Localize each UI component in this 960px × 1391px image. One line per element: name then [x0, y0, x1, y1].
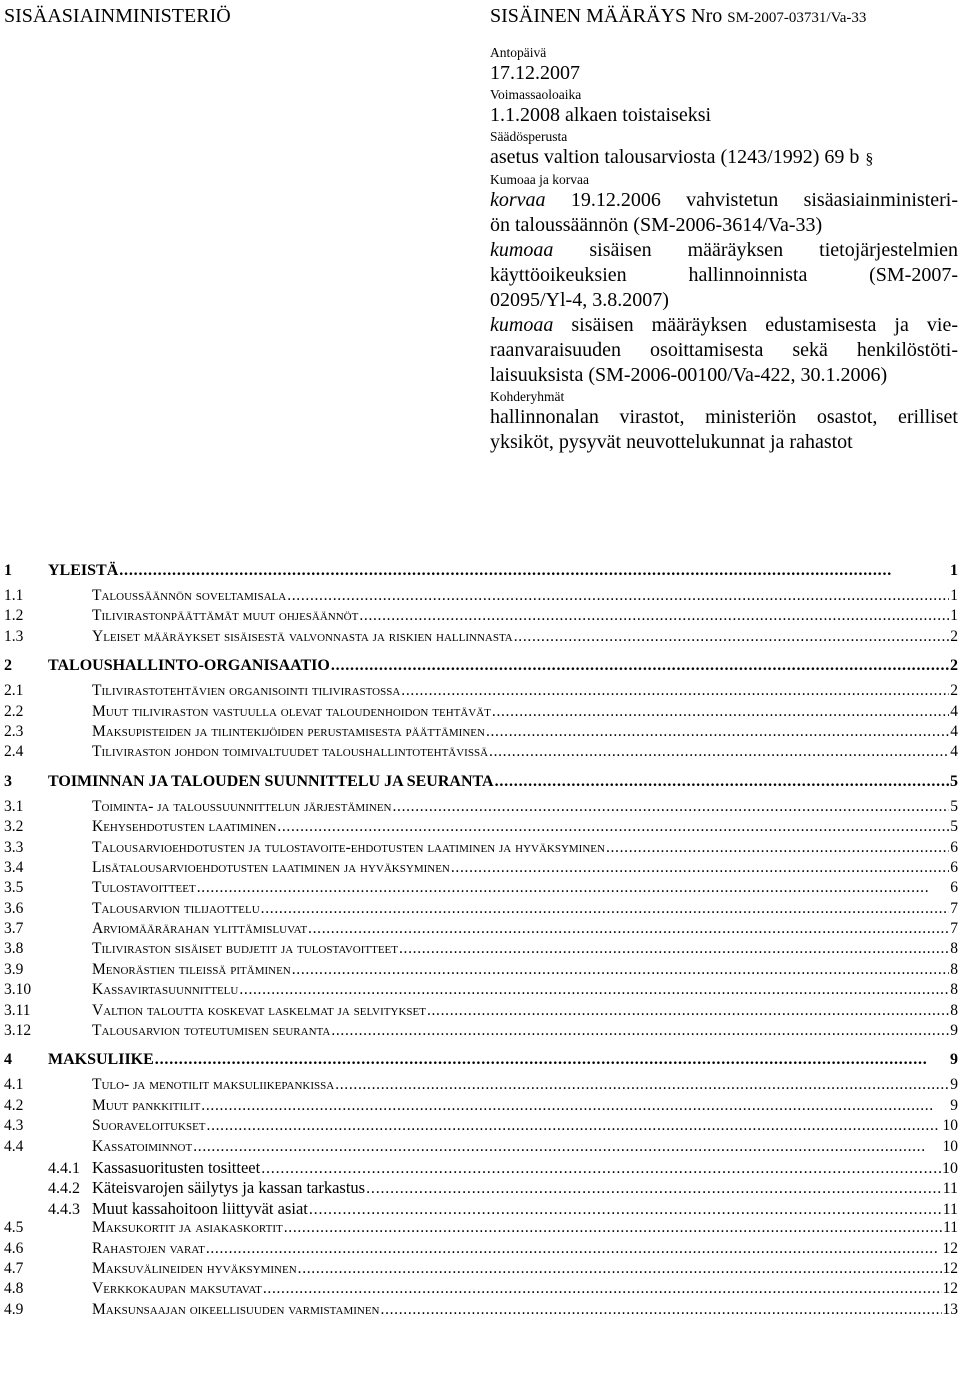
toc-page: 8 — [950, 1001, 958, 1019]
toc-title: Valtion taloutta koskevat laskelmat ja selvitykset — [92, 1001, 426, 1019]
toc-entry[interactable] — [4, 1301, 958, 1321]
toc-title: Muut tiliviraston vastuulla olevat taloudenhoidon tehtävät — [92, 702, 491, 720]
toc-page: 13 — [942, 1300, 958, 1318]
repeals-line — [490, 363, 958, 388]
repeals-line — [490, 213, 958, 238]
toc-title: Kassavirtasuunnittelu — [92, 981, 239, 999]
toc-number: 2 — [4, 657, 12, 675]
toc-title: Kehysehdotusten laatiminen — [92, 818, 277, 836]
toc-entry[interactable] — [4, 1022, 958, 1042]
toc-leader — [263, 1280, 942, 1298]
repeals-label: Kumoaa ja korvaa — [490, 172, 589, 187]
toc-page: 10 — [942, 1137, 958, 1155]
validity-value: 1.1.2008 alkaen toistaiseksi — [490, 104, 712, 126]
toc-entry[interactable] — [4, 657, 958, 677]
toc-leader — [309, 1201, 942, 1219]
toc-leader — [606, 839, 949, 857]
repeals-line — [490, 263, 958, 288]
toc-entry[interactable] — [4, 1178, 958, 1198]
toc-title: Menorästien tileissä pitäminen — [92, 960, 291, 978]
repeals-line — [490, 338, 958, 363]
toc-number: 4.2 — [4, 1096, 24, 1114]
document-metadata — [490, 44, 958, 455]
toc-page: 8 — [950, 940, 958, 958]
toc-title: Tulo- ja menotilit maksuliikepankissa — [92, 1076, 335, 1094]
toc-entry[interactable] — [4, 839, 958, 859]
toc-entry[interactable] — [4, 628, 958, 648]
toc-title: Arviomäärärahan ylittämisluvat — [92, 920, 308, 938]
toc-page: 11 — [942, 1180, 958, 1198]
toc-number: 1.1 — [4, 587, 24, 604]
repeals-line — [490, 313, 958, 338]
toc-leader — [331, 1022, 949, 1040]
toc-page: 11 — [943, 1219, 958, 1237]
repeals-text: laisuuksista (SM-2006-00100/Va-422, 30.1.2006) — [490, 364, 888, 386]
toc-number: 3.5 — [4, 879, 24, 897]
toc-leader — [392, 798, 949, 816]
toc-page: 10 — [942, 1117, 958, 1135]
toc-number: 3.11 — [4, 1001, 31, 1019]
toc-page: 8 — [950, 981, 958, 999]
toc-entry[interactable] — [4, 961, 958, 981]
toc-page: 8 — [950, 960, 958, 978]
toc-entry[interactable] — [4, 900, 958, 920]
toc-entry[interactable] — [4, 723, 958, 743]
toc-entry[interactable] — [4, 798, 958, 818]
toc-entry[interactable] — [4, 1260, 958, 1280]
toc-title: Tilivirastotehtävien organisointi tilivirastossa — [92, 682, 401, 700]
toc-entry[interactable] — [4, 859, 958, 879]
toc-entry[interactable] — [4, 1280, 958, 1300]
toc-title: MAKSULIIKE — [48, 1051, 154, 1069]
toc-page: 12 — [942, 1259, 958, 1277]
toc-page: 12 — [942, 1239, 958, 1257]
toc-leader — [331, 657, 949, 675]
toc-leader — [401, 682, 949, 700]
toc-title: Talousarvioehdotusten ja tulostavoite-ehdotusten laatiminen ja hyväksyminen — [92, 838, 605, 856]
repeals-text: sisäisen määräyksen tietojärjestelmien — [553, 239, 958, 261]
toc-entry[interactable] — [4, 920, 958, 940]
toc-title: Lisätalousarvioehdotusten laatiminen ja hyväksyminen — [92, 858, 450, 876]
toc-number: 2.2 — [4, 702, 24, 720]
toc-entry[interactable] — [4, 1138, 958, 1158]
toc-leader — [308, 920, 949, 938]
toc-number: 3.10 — [4, 981, 32, 999]
toc-title: Muut pankkitilit — [92, 1096, 201, 1114]
toc-title: Kassatoiminnot — [92, 1137, 193, 1155]
toc-leader — [427, 1002, 949, 1020]
toc-entry[interactable] — [4, 682, 958, 702]
document-number: SM-2007-03731/Va-33 — [727, 10, 867, 26]
toc-page: 1 — [950, 587, 958, 604]
toc-page: 2 — [950, 627, 958, 645]
toc-page: 9 — [950, 1022, 958, 1040]
toc-page: 9 — [950, 1051, 958, 1069]
repeals-action: kumoaa — [490, 239, 554, 261]
toc-number: 3.9 — [4, 960, 24, 978]
repeals-text: 19.12.2006 vahvistetun sisäasiainministeri- — [545, 189, 958, 211]
toc-entry[interactable] — [4, 1097, 958, 1117]
repeals-text: käyttöoikeuksien hallinnoinnista (SM-2007- — [490, 264, 958, 286]
toc-page: 11 — [942, 1200, 958, 1218]
toc-leader — [381, 1301, 942, 1319]
toc-entry[interactable] — [4, 1051, 958, 1071]
toc-leader — [359, 607, 949, 625]
toc-title: YLEISTÄ — [48, 562, 119, 579]
toc-number: 1 — [4, 562, 12, 579]
toc-entry[interactable] — [4, 879, 958, 899]
toc-leader — [486, 723, 949, 741]
toc-number: 2.4 — [4, 743, 24, 761]
repeals-text: sisäisen määräyksen edustamisesta ja vie- — [553, 314, 958, 336]
toc-leader — [489, 743, 949, 761]
toc-number: 3 — [4, 772, 12, 790]
toc-page: 12 — [942, 1280, 958, 1298]
toc-leader — [366, 1180, 941, 1198]
issued-value: 17.12.2007 — [490, 62, 580, 84]
toc-number: 3.8 — [4, 940, 24, 958]
toc-entry[interactable] — [4, 743, 958, 763]
toc-leader — [284, 1219, 942, 1237]
toc-page: 10 — [942, 1159, 958, 1177]
toc-leader — [155, 1051, 949, 1069]
toc-leader — [201, 1097, 949, 1115]
toc-number: 2.3 — [4, 722, 24, 740]
toc-title: Verkkokaupan maksutavat — [92, 1280, 262, 1298]
repeals-text: 02095/Yl-4, 3.8.2007) — [490, 289, 669, 311]
toc-leader — [292, 961, 950, 979]
toc-number: 3.4 — [4, 858, 24, 876]
toc-number: 4.9 — [4, 1300, 24, 1318]
toc-page: 2 — [950, 657, 958, 675]
toc-entry[interactable] — [4, 1158, 958, 1178]
toc-entry[interactable] — [4, 562, 958, 582]
toc-entry[interactable] — [4, 773, 958, 793]
toc-number: 2.1 — [4, 682, 24, 700]
toc-number: 1.2 — [4, 607, 24, 625]
toc-title: Maksukortit ja asiakaskortit — [92, 1219, 283, 1237]
targets-label: Kohderyhmät — [490, 389, 565, 404]
targets-block — [490, 405, 958, 455]
toc-page: 5 — [950, 797, 958, 815]
targets-line: hallinnonalan virastot, ministeriön osastot, erilliset — [490, 406, 958, 428]
validity-label: Voimassaoloaika — [490, 87, 582, 102]
toc-entry[interactable] — [4, 1219, 958, 1239]
toc-number: 4.8 — [4, 1280, 24, 1298]
document-header — [490, 5, 866, 28]
toc-page: 7 — [950, 920, 958, 938]
toc-title: Maksupisteiden ja tilintekijöiden perustamisesta päättäminen — [92, 722, 485, 740]
toc-title: Tiliviraston sisäiset budjetit ja tulostavoitteet — [92, 940, 398, 958]
toc-leader — [277, 818, 949, 836]
toc-entry[interactable] — [4, 1199, 958, 1219]
toc-title: Kassasuoritusten tositteet — [92, 1157, 261, 1177]
toc-title: Käteisvarojen säilytys ja kassan tarkastus — [92, 1178, 366, 1198]
repeals-line — [490, 188, 958, 213]
toc-entry[interactable] — [4, 703, 958, 723]
toc-number: 4.4.2 — [48, 1180, 80, 1198]
basis-label: Säädösperusta — [490, 129, 568, 144]
repeals-action: kumoaa — [490, 314, 554, 336]
section-sign: § — [865, 151, 874, 168]
toc-title: TALOUSHALLINTO-ORGANISAATIO — [48, 657, 330, 675]
toc-entry[interactable] — [4, 818, 958, 838]
toc-title: Taloussäännön soveltamisala — [92, 587, 287, 604]
toc-number: 4.7 — [4, 1259, 24, 1277]
toc-page: 4 — [950, 722, 958, 740]
toc-entry[interactable] — [4, 1240, 958, 1260]
toc-entry[interactable] — [4, 1002, 958, 1022]
toc-page: 6 — [950, 838, 958, 856]
toc-title: Tulostavoitteet — [92, 879, 196, 897]
toc-title: Talousarvion toteutumisen seuranta — [92, 1022, 331, 1040]
repeals-line — [490, 288, 958, 313]
toc-title: Suoraveloitukset — [92, 1117, 206, 1135]
toc-number: 4.4.3 — [48, 1200, 80, 1218]
basis-value-line — [490, 145, 958, 171]
toc-page: 4 — [950, 702, 958, 720]
toc-number: 4.5 — [4, 1219, 24, 1237]
toc-number: 3.6 — [4, 899, 24, 917]
toc-leader — [399, 940, 949, 958]
toc-number: 3.1 — [4, 797, 24, 815]
toc-entry[interactable] — [4, 1117, 958, 1137]
toc-leader — [495, 773, 949, 791]
repeals-action: korvaa — [490, 189, 546, 211]
toc-number: 4.4.1 — [48, 1159, 80, 1177]
toc-page: 5 — [950, 818, 958, 836]
toc-title: Talousarvion tilijaottelu — [92, 899, 260, 917]
toc-leader — [298, 1260, 942, 1278]
basis-value: asetus valtion talousarviosta (1243/1992) 69 b — [490, 146, 860, 168]
toc-title: Maksuvälineiden hyväksyminen — [92, 1259, 297, 1277]
toc-entry[interactable] — [4, 587, 958, 607]
toc-number: 4.3 — [4, 1117, 24, 1135]
targets-line: yksiköt, pysyvät neuvottelukunnat ja rahastot — [490, 431, 853, 453]
document-type: SISÄINEN MÄÄRÄYS Nro — [490, 5, 723, 27]
toc-page: 9 — [950, 1076, 958, 1094]
toc-number: 4.4 — [4, 1137, 24, 1155]
toc-leader — [197, 879, 950, 897]
toc-page: 6 — [950, 879, 958, 897]
toc-leader — [261, 1160, 941, 1178]
repeals-text: ön taloussäännön (SM-2006-3614/Va-33) — [490, 214, 823, 236]
toc-number: 3.7 — [4, 920, 24, 938]
toc-number: 4.1 — [4, 1076, 24, 1094]
toc-page: 2 — [950, 682, 958, 700]
repeals-line — [490, 238, 958, 263]
toc-title: Tiliviraston johdon toimivaltuudet taloushallintotehtävissä — [92, 743, 489, 761]
toc-title: Tilivirastonpäättämät muut ohjesäännöt — [92, 607, 359, 625]
toc-page: 4 — [950, 743, 958, 761]
toc-number: 3.2 — [4, 818, 24, 836]
toc-leader — [119, 562, 949, 580]
toc-page: 5 — [950, 772, 958, 790]
toc-title: TOIMINNAN JA TALOUDEN SUUNNITTELU JA SEURANTA — [48, 772, 494, 790]
toc-leader — [239, 981, 949, 999]
toc-number: 3.3 — [4, 838, 24, 856]
toc-page: 9 — [950, 1096, 958, 1114]
issued-label: Antopäivä — [490, 45, 547, 60]
toc-page: 1 — [950, 562, 958, 579]
toc-leader — [193, 1138, 941, 1156]
toc-title: Toiminta- ja taloussuunnittelun järjestäminen — [92, 797, 392, 815]
toc-number: 4.6 — [4, 1239, 24, 1257]
toc-title: Rahastojen varat — [92, 1239, 205, 1257]
toc-entry[interactable] — [4, 607, 958, 627]
toc-leader — [451, 859, 949, 877]
toc-title: Maksunsaajan oikeellisuuden varmistaminen — [92, 1300, 380, 1318]
toc-title: Muut kassahoitoon liittyvät asiat — [92, 1198, 308, 1218]
toc-number: 1.3 — [4, 627, 24, 645]
toc-leader — [207, 1117, 942, 1135]
toc-leader — [261, 900, 950, 918]
toc-leader — [206, 1240, 942, 1258]
toc-page: 6 — [950, 858, 958, 876]
table-of-contents — [4, 562, 958, 1321]
toc-entry[interactable] — [4, 981, 958, 1001]
toc-leader — [514, 628, 950, 646]
toc-leader — [492, 703, 949, 721]
repeals-block — [490, 188, 958, 388]
toc-entry[interactable] — [4, 940, 958, 960]
toc-title: Yleiset määräykset sisäisestä valvonnasta ja riskien hallinnasta — [92, 627, 513, 645]
toc-number: 3.12 — [4, 1022, 32, 1040]
toc-leader — [287, 587, 949, 605]
toc-page: 7 — [950, 899, 958, 917]
toc-leader — [335, 1076, 949, 1094]
toc-page: 1 — [950, 607, 958, 625]
toc-entry[interactable] — [4, 1076, 958, 1096]
organization-name: SISÄASIAINMINISTERIÖ — [4, 5, 231, 27]
toc-number: 4 — [4, 1051, 12, 1069]
repeals-text: raanvaraisuuden osoittamisesta sekä henkilöstöti- — [490, 339, 958, 361]
